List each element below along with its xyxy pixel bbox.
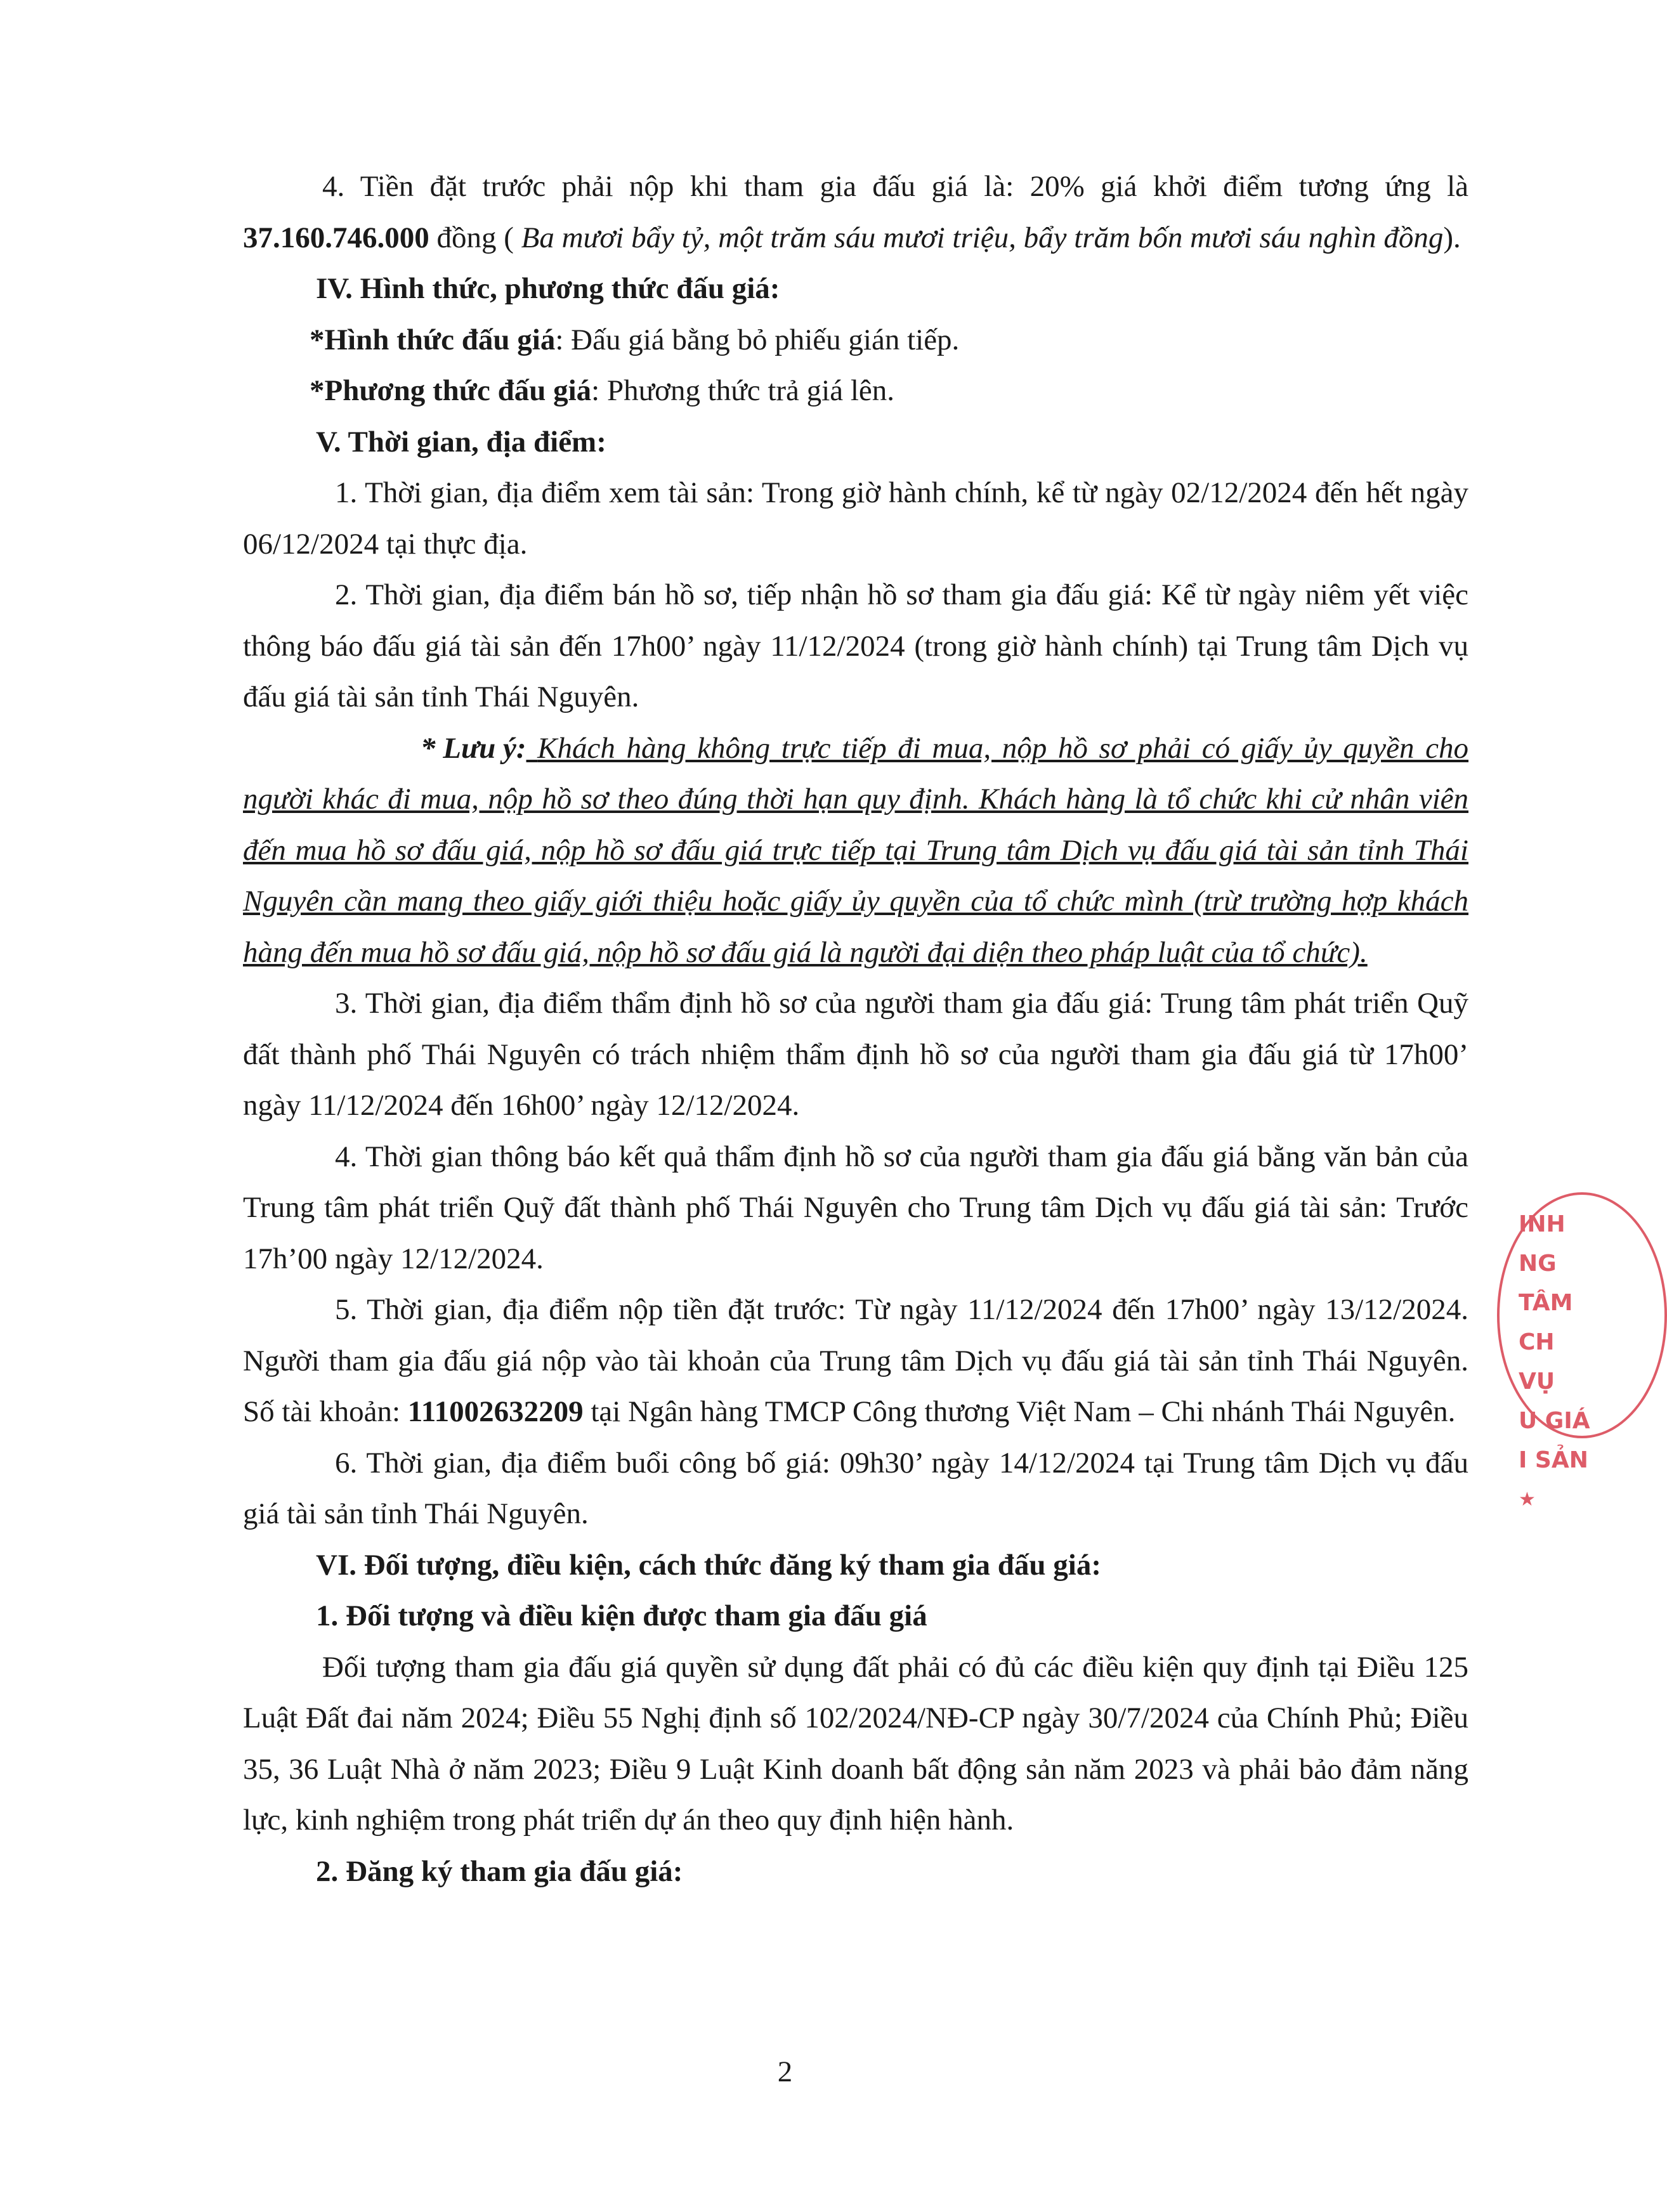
time-item-6: 6. Thời gian, địa điểm buổi công bố giá: 09h30’ ngày 14/12/2024 tại Trung tâm Dịch vụ đấu giá tài sản tỉnh Thái Nguyên.: [243, 1446, 1468, 1530]
note-label: * Lưu ý:: [421, 731, 526, 765]
time-item-5-text: 5. Thời gian, địa điểm nộp tiền đặt trước: Từ ngày 11/12/2024 đến 17h00’ ngày 13/12/2024. Người tham gia đấu giá nộp vào tài khoản của Trung tâm Dịch vụ đấu giá tài sản tỉnh Thái Nguyên. Số tài khoản:: [243, 1293, 1468, 1428]
stamp-line: CH VỤ: [1519, 1329, 1555, 1395]
deposit-currency: đồng (: [429, 221, 521, 254]
auction-form: [243, 315, 1468, 366]
time-item-5: [243, 1284, 1468, 1438]
deposit-close: ).: [1443, 221, 1461, 254]
deposit-paragraph: [243, 161, 1468, 263]
auction-form-text: : Đấu giá bằng bỏ phiếu gián tiếp.: [555, 323, 960, 356]
time-item-4: 4. Thời gian thông báo kết quả thẩm định hồ sơ của người tham gia đấu giá bằng văn bản của Trung tâm phát triển Quỹ đất thành phố Thái Nguyên cho Trung tâm Dịch vụ đấu giá tài sản: Trước 17h’00 ngày 12/12/2024.: [243, 1140, 1468, 1275]
page-number: 2: [777, 2055, 793, 2088]
note-text: Khách hàng không trực tiếp đi mua, nộp hồ sơ phải có giấy ủy quyền cho người khác đi mua, nộp hồ sơ theo đúng thời hạn quy định. Khách hàng là tổ chức khi cử nhân viên đến mua hồ sơ đấu giá, nộp hồ sơ đấu giá trực tiếp tại Trung tâm Dịch vụ đấu giá tài sản tỉnh Thái Nguyên cần mang theo giấy giới thiệu hoặc giấy ủy quyền của tổ chức mình (trừ trường hợp khách hàng đến mua hồ sơ đấu giá, nộp hồ sơ đấu giá là người đại diện theo pháp luật của tổ chức).: [243, 731, 1469, 969]
deposit-text: 4. Tiền đặt trước phải nộp khi tham gia đấu giá là: 20% giá khởi điểm tương ứng là: [322, 170, 1468, 203]
stamp-line: NG TÂM: [1519, 1251, 1573, 1316]
time-item-1: 1. Thời gian, địa điểm xem tài sản: Trong giờ hành chính, kể từ ngày 02/12/2024 đến hết ngày 06/12/2024 tại thực địa.: [243, 476, 1468, 561]
auction-method: [243, 365, 1468, 417]
section-vi-title: VI. Đối tượng, điều kiện, cách thức đăng ký tham gia đấu giá:: [316, 1548, 1102, 1582]
stamp-line: U GIÁ: [1519, 1408, 1590, 1434]
subsection-1-text: Đối tượng tham gia đấu giá quyền sử dụng đất phải có đủ các điều kiện quy định tại Điều 125 Luật Đất đai năm 2024; Điều 55 Nghị định số 102/2024/NĐ-CP ngày 30/7/2024 của Chính Phủ; Điều 35, 36 Luật Nhà ở năm 2023; Điều 9 Luật Kinh doanh bất động sản năm 2023 và phải bảo đảm năng lực, kinh nghiệm trong phát triển dự án theo quy định hiện hành.: [243, 1650, 1468, 1837]
subsection-1-title: 1. Đối tượng và điều kiện được tham gia đấu giá: [316, 1599, 927, 1632]
section-iv-title: IV. Hình thức, phương thức đấu giá:: [316, 272, 780, 305]
note-paragraph: [243, 723, 1468, 979]
document-body: [243, 161, 1468, 1897]
section-v-title: V. Thời gian, địa điểm:: [316, 425, 606, 459]
stamp-text: [1519, 1205, 1592, 1519]
stamp-line: I SẢN: [1519, 1447, 1588, 1473]
stamp-line: INH: [1519, 1211, 1566, 1237]
auction-form-label: *Hình thức đấu giá: [310, 323, 556, 356]
time-item-3: 3. Thời gian, địa điểm thẩm định hồ sơ của người tham gia đấu giá: Trung tâm phát triển Quỹ đất thành phố Thái Nguyên có trách nhiệm thẩm định hồ sơ của người tham gia đấu giá từ 17h00’ ngày 11/12/2024 đến 16h00’ ngày 12/12/2024.: [243, 987, 1468, 1122]
deposit-amount-words: Ba mươi bẩy tỷ, một trăm sáu mươi triệu, bẩy trăm bốn mươi sáu nghìn đồng: [521, 221, 1444, 254]
red-seal-stamp: [1516, 1192, 1592, 1511]
time-item-2: 2. Thời gian, địa điểm bán hồ sơ, tiếp nhận hồ sơ tham gia đấu giá: Kể từ ngày niêm yết việc thông báo đấu giá tài sản đến 17h00’ ngày 11/12/2024 (trong giờ hành chính) tại Trung tâm Dịch vụ đấu giá tài sản tỉnh Thái Nguyên.: [243, 578, 1468, 713]
bank-name: tại Ngân hàng TMCP Công thương Việt Nam – Chi nhánh Thái Nguyên.: [583, 1395, 1456, 1428]
auction-method-label: *Phương thức đấu giá: [310, 374, 592, 407]
auction-method-text: : Phương thức trả giá lên.: [591, 374, 894, 407]
deposit-amount: 37.160.746.000: [243, 221, 429, 254]
subsection-2-title: 2. Đăng ký tham gia đấu giá:: [316, 1854, 683, 1888]
stamp-star-icon: ★: [1519, 1488, 1536, 1511]
bank-account-number: 111002632209: [407, 1395, 584, 1428]
